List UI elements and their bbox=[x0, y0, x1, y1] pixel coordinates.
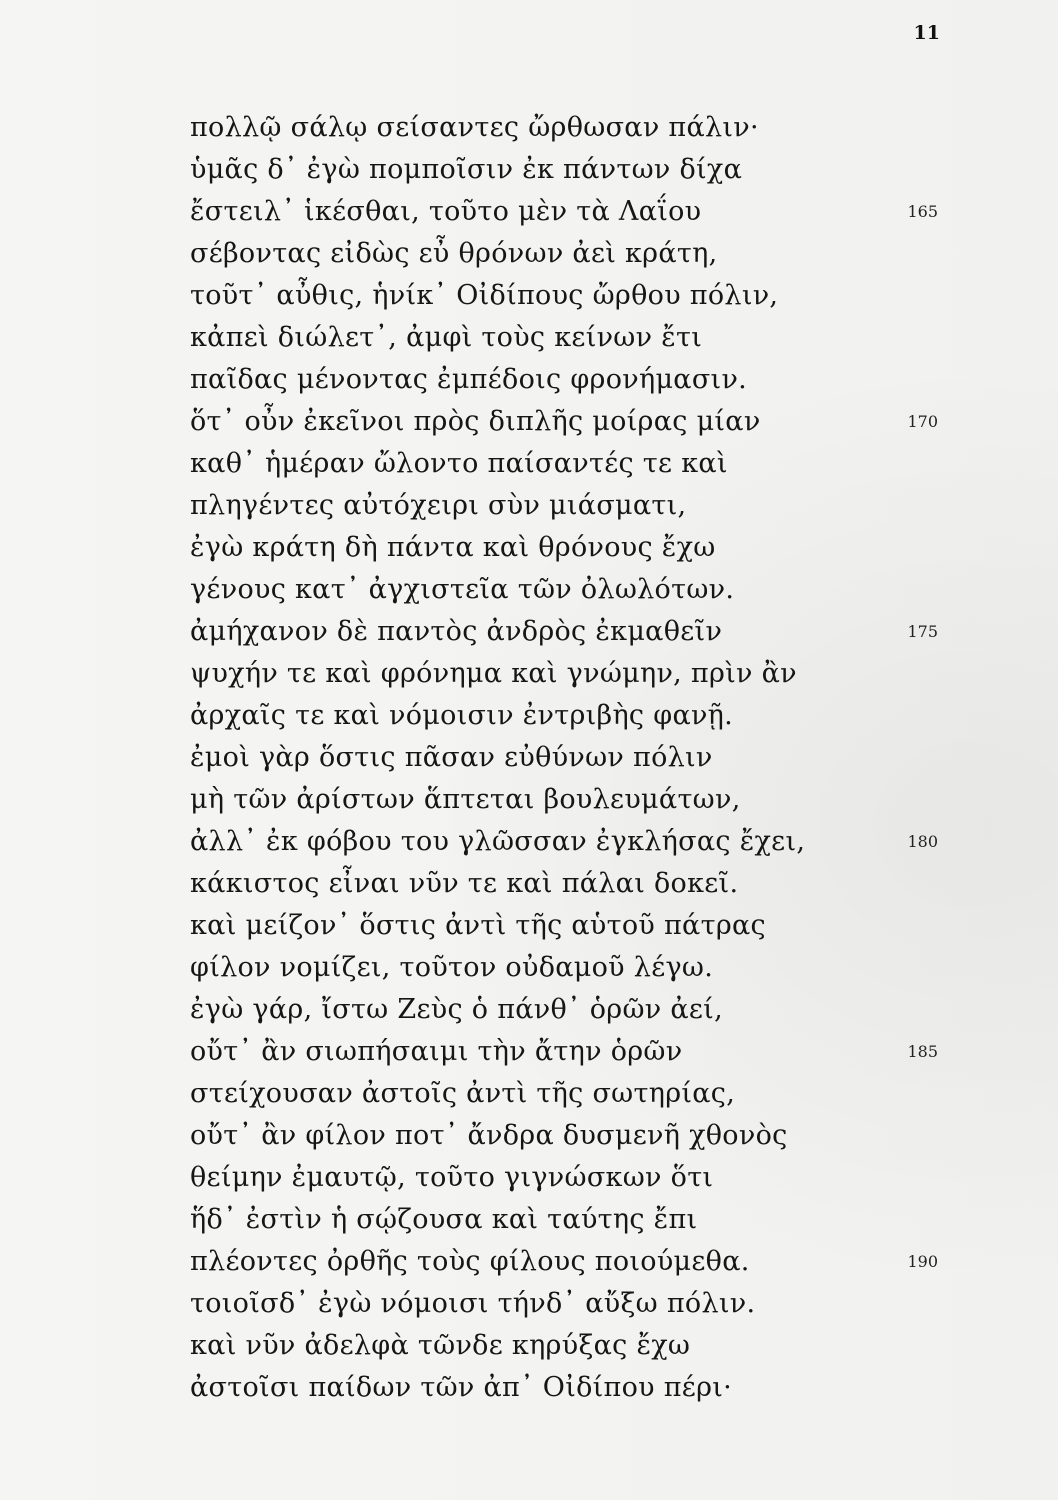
verse-line: ἐγὼ κράτη δὴ πάντα καὶ θρόνους ἔχω bbox=[190, 532, 716, 563]
verse-line: καὶ νῦν ἀδελφὰ τῶνδε κηρύξας ἔχω bbox=[190, 1330, 691, 1361]
verse-line: ἀλλ᾽ ἐκ φόβου του γλῶσσαν ἐγκλήσας ἔχει, bbox=[190, 826, 806, 857]
verse-line: παῖδας μένοντας ἐμπέδοις φρονήμασιν. bbox=[190, 364, 748, 395]
verse-line: καὶ μείζον᾽ ὅστις ἀντὶ τῆς αὑτοῦ πάτρας bbox=[190, 910, 766, 941]
verse-line: οὔτ᾽ ἂν φίλον ποτ᾽ ἄνδρα δυσμενῆ χθονὸς bbox=[190, 1120, 788, 1151]
line-number: 190 bbox=[907, 1252, 938, 1271]
verse-line: οὔτ᾽ ἂν σιωπήσαιμι τὴν ἄτην ὁρῶν bbox=[190, 1036, 683, 1067]
line-number: 175 bbox=[907, 622, 938, 641]
verse-line: κάκιστος εἶναι νῦν τε καὶ πάλαι δοκεῖ. bbox=[190, 868, 739, 899]
verse-line: ὅτ᾽ οὖν ἐκεῖνοι πρὸς διπλῆς μοίρας μίαν bbox=[190, 406, 761, 437]
verse-line: πλέοντες ὀρθῆς τοὺς φίλους ποιούμεθα. bbox=[190, 1246, 750, 1277]
line-number: 165 bbox=[907, 202, 938, 221]
verse-line: τοιοῖσδ᾽ ἐγὼ νόμοισι τήνδ᾽ αὔξω πόλιν. bbox=[190, 1288, 756, 1319]
verse-line: ἐμοὶ γὰρ ὅστις πᾶσαν εὐθύνων πόλιν bbox=[190, 742, 713, 773]
verse-line: στείχουσαν ἀστοῖς ἀντὶ τῆς σωτηρίας, bbox=[190, 1078, 736, 1109]
verse-line: ἔστειλ᾽ ἱκέσθαι, τοῦτο μὲν τὰ Λαΐου bbox=[190, 196, 702, 227]
verse-line: θείμην ἐμαυτῷ, τοῦτο γιγνώσκων ὅτι bbox=[190, 1162, 714, 1193]
verse-block bbox=[190, 107, 850, 1409]
verse-line: ἀμήχανον δὲ παντὸς ἀνδρὸς ἐκμαθεῖν bbox=[190, 616, 723, 647]
verse-line: ψυχήν τε καὶ φρόνημα καὶ γνώμην, πρὶν ἂν bbox=[190, 658, 797, 689]
verse-line: ἀστοῖσι παίδων τῶν ἀπ᾽ Οἰδίπου πέρι· bbox=[190, 1372, 733, 1403]
verse-line: φίλον νομίζει, τοῦτον οὐδαμοῦ λέγω. bbox=[190, 952, 714, 983]
line-number: 170 bbox=[907, 412, 938, 431]
verse-line: ἥδ᾽ ἐστὶν ἡ σῴζουσα καὶ ταύτης ἔπι bbox=[190, 1204, 698, 1235]
page-number: 11 bbox=[913, 22, 940, 44]
line-number: 180 bbox=[907, 832, 938, 851]
verse-line: μὴ τῶν ἀρίστων ἅπτεται βουλευμάτων, bbox=[190, 784, 741, 815]
verse-line: γένους κατ᾽ ἀγχιστεῖα τῶν ὀλωλότων. bbox=[190, 574, 735, 605]
verse-line: καθ᾽ ἡμέραν ὤλοντο παίσαντές τε καὶ bbox=[190, 448, 728, 479]
verse-line: σέβοντας εἰδὼς εὖ θρόνων ἀεὶ κράτη, bbox=[190, 238, 718, 269]
verse-line: κἀπεὶ διώλετ᾽, ἀμφὶ τοὺς κείνων ἔτι bbox=[190, 322, 703, 353]
verse-line: πληγέντες αὐτόχειρι σὺν μιάσματι, bbox=[190, 490, 687, 521]
verse-line: ὑμᾶς δ᾽ ἐγὼ πομποῖσιν ἐκ πάντων δίχα bbox=[190, 154, 743, 185]
verse-line: ἀρχαῖς τε καὶ νόμοισιν ἐντριβὴς φανῇ. bbox=[190, 700, 734, 731]
verse-line: πολλῷ σάλῳ σείσαντες ὤρθωσαν πάλιν· bbox=[190, 112, 759, 143]
verse-line: ἐγὼ γάρ, ἴστω Ζεὺς ὁ πάνθ᾽ ὁρῶν ἀεί, bbox=[190, 994, 723, 1025]
verse-line: τοῦτ᾽ αὖθις, ἡνίκ᾽ Οἰδίπους ὤρθου πόλιν, bbox=[190, 280, 779, 311]
line-number: 185 bbox=[907, 1042, 938, 1061]
